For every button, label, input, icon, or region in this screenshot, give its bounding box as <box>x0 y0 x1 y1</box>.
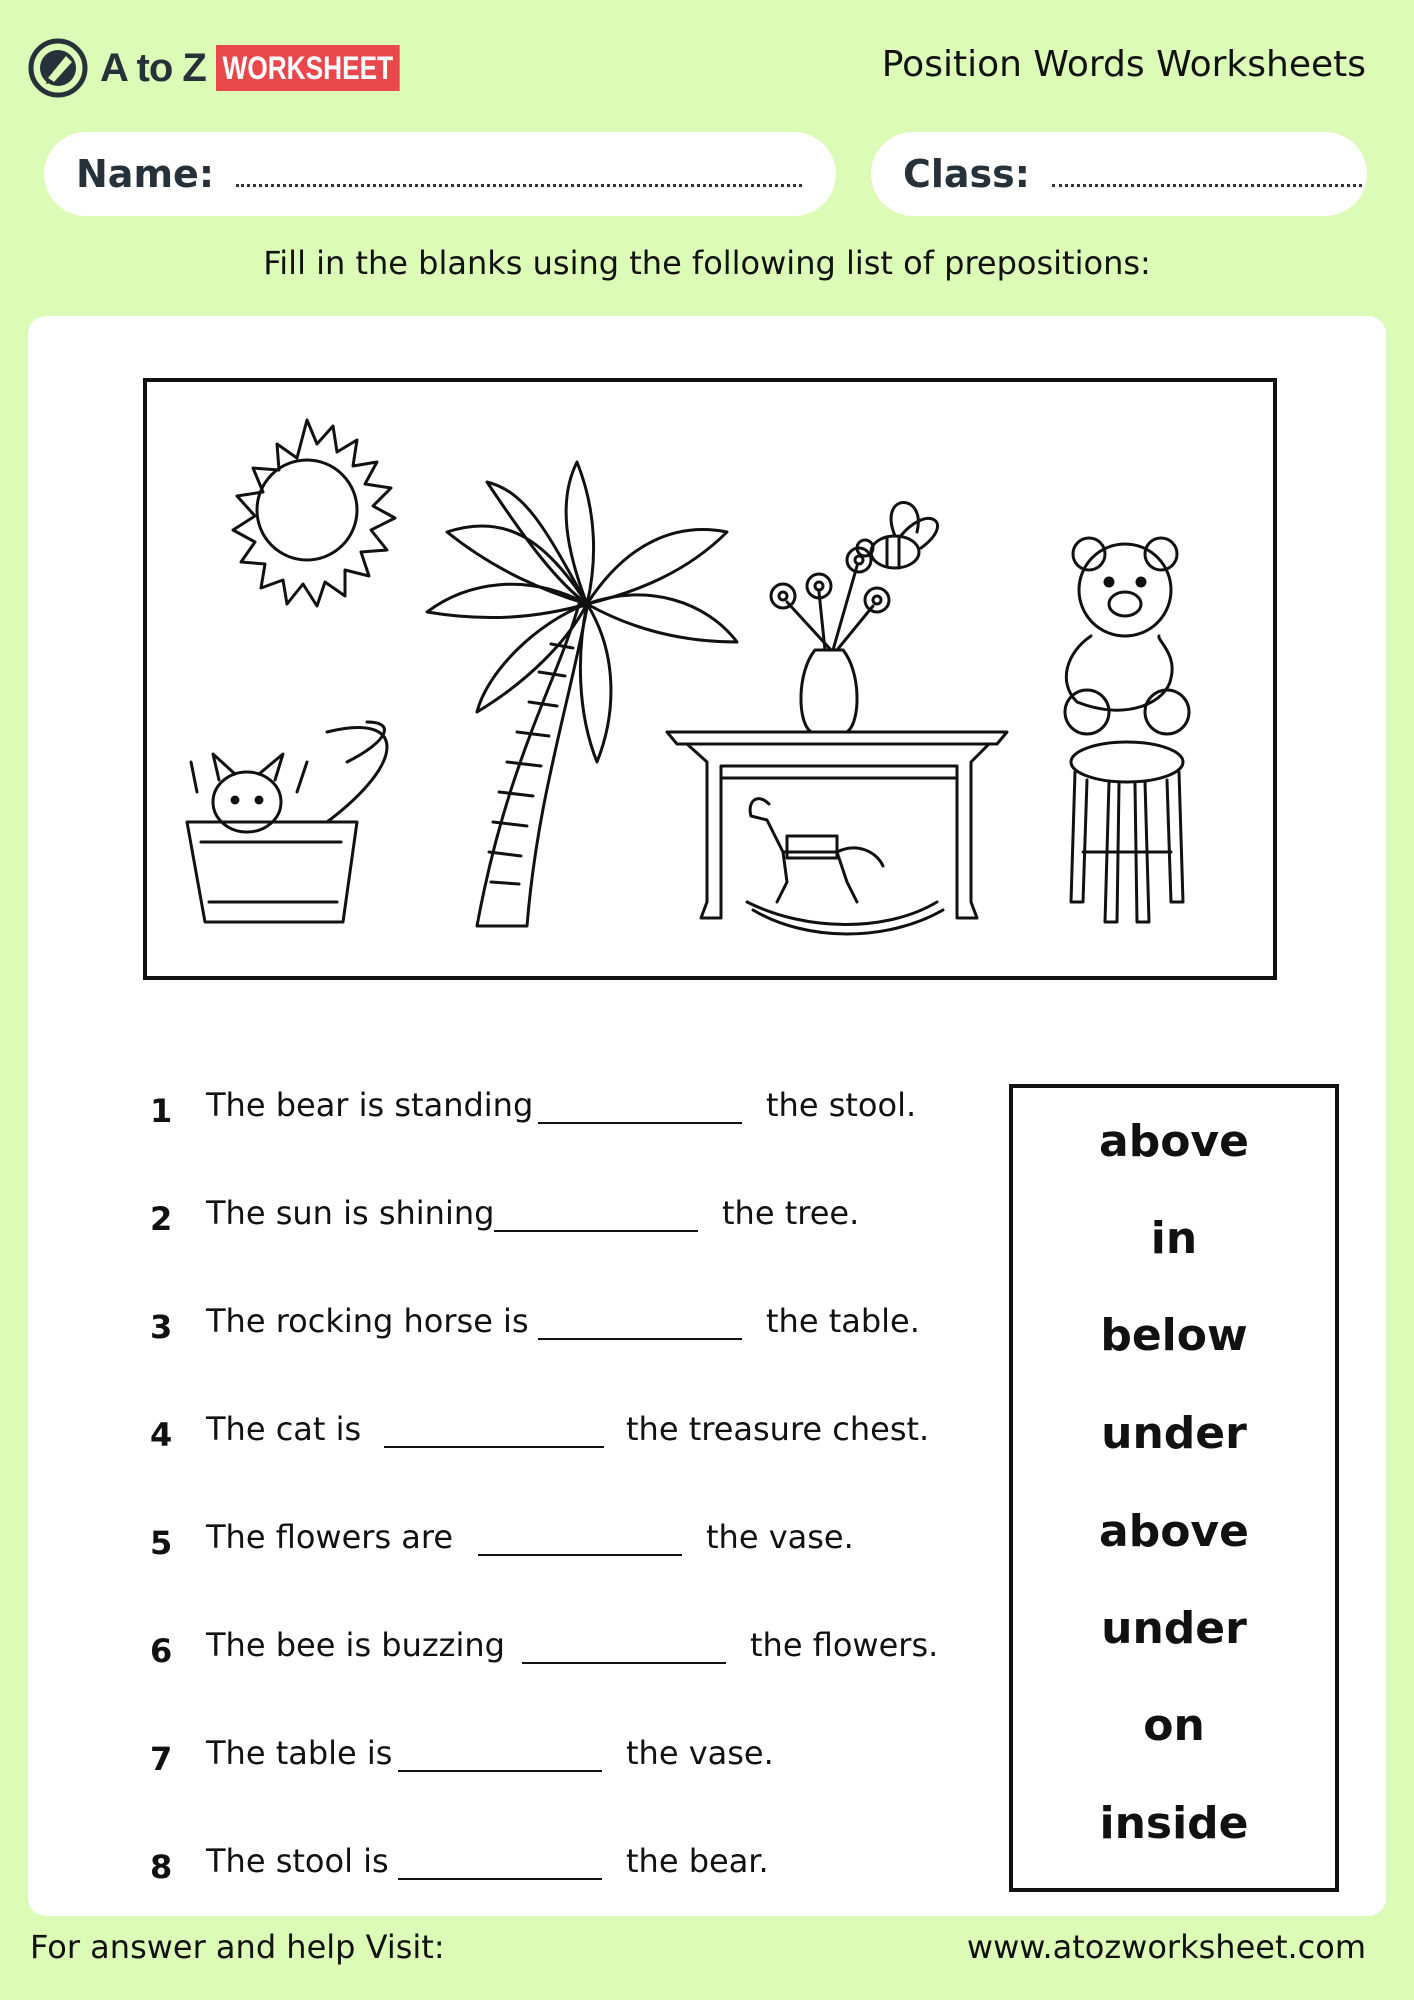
question-tail: the vase. <box>706 1518 854 1556</box>
word-bank-item: inside <box>1099 1798 1249 1849</box>
answer-blank[interactable] <box>494 1230 698 1232</box>
question-text: The cat is <box>206 1410 362 1448</box>
site-logo <box>28 36 440 100</box>
answer-blank[interactable] <box>398 1770 602 1772</box>
question-number: 6 <box>150 1632 173 1670</box>
name-write-line[interactable] <box>236 184 802 187</box>
question-text: The bee is buzzing <box>206 1626 505 1664</box>
question-number: 1 <box>150 1092 173 1130</box>
cat-icon <box>191 754 307 832</box>
sun-icon <box>233 420 395 606</box>
question-text: The bear is standing <box>206 1086 534 1124</box>
name-field[interactable] <box>44 132 836 216</box>
question-number: 4 <box>150 1416 173 1454</box>
question-number: 5 <box>150 1524 173 1562</box>
question-tail: the vase. <box>626 1734 774 1772</box>
answer-blank[interactable] <box>384 1446 604 1448</box>
footer-help-text: For answer and help Visit: <box>30 1928 445 1966</box>
answer-blank[interactable] <box>522 1662 726 1664</box>
word-bank-item: in <box>1150 1213 1198 1264</box>
question-number: 3 <box>150 1308 173 1346</box>
question-number: 2 <box>150 1200 173 1238</box>
question-text: The stool is <box>206 1842 389 1880</box>
question-text: The table is <box>206 1734 393 1772</box>
word-bank <box>1009 1084 1339 1892</box>
question-tail: the bear. <box>626 1842 769 1880</box>
answer-blank[interactable] <box>478 1554 682 1556</box>
logo-text: A to Z <box>100 45 206 90</box>
bee-icon <box>857 502 938 568</box>
question-tail: the table. <box>766 1302 920 1340</box>
word-bank-item: above <box>1099 1506 1249 1557</box>
treasure-chest-icon <box>187 722 387 922</box>
word-bank-item: above <box>1099 1116 1249 1167</box>
question-text: The flowers are <box>206 1518 454 1556</box>
footer-website-link[interactable]: www.atozworksheet.com <box>966 1928 1366 1966</box>
question-number: 8 <box>150 1848 173 1886</box>
scene-picture <box>143 378 1277 980</box>
question-tail: the treasure chest. <box>626 1410 930 1448</box>
class-label: Class: <box>903 152 1030 196</box>
logo-badge: WORKSHEET <box>216 45 400 91</box>
answer-blank[interactable] <box>538 1122 742 1124</box>
rocking-horse-icon <box>747 799 943 934</box>
answer-blank[interactable] <box>398 1878 602 1880</box>
question-tail: the stool. <box>766 1086 917 1124</box>
question-tail: the tree. <box>722 1194 860 1232</box>
flower-vase-icon <box>771 548 889 732</box>
palm-tree-icon <box>427 462 737 926</box>
page-title: Position Words Worksheets <box>881 44 1366 85</box>
class-write-line[interactable] <box>1052 184 1362 187</box>
class-field[interactable] <box>871 132 1367 216</box>
answer-blank[interactable] <box>538 1338 742 1340</box>
table-icon <box>667 732 1007 918</box>
question-tail: the flowers. <box>750 1626 939 1664</box>
word-bank-item: under <box>1101 1603 1247 1654</box>
name-label: Name: <box>76 152 215 196</box>
question-number: 7 <box>150 1740 173 1778</box>
instruction-text: Fill in the blanks using the following list of prepositions: <box>263 244 1151 282</box>
word-bank-item: under <box>1101 1408 1247 1459</box>
stool-icon <box>1071 742 1183 922</box>
teddy-bear-icon <box>1065 538 1189 734</box>
word-bank-item: below <box>1100 1310 1248 1361</box>
question-text: The rocking horse is <box>206 1302 529 1340</box>
word-bank-item: on <box>1143 1700 1205 1751</box>
pencil-logo-icon <box>28 38 88 98</box>
question-text: The sun is shining <box>206 1194 495 1232</box>
